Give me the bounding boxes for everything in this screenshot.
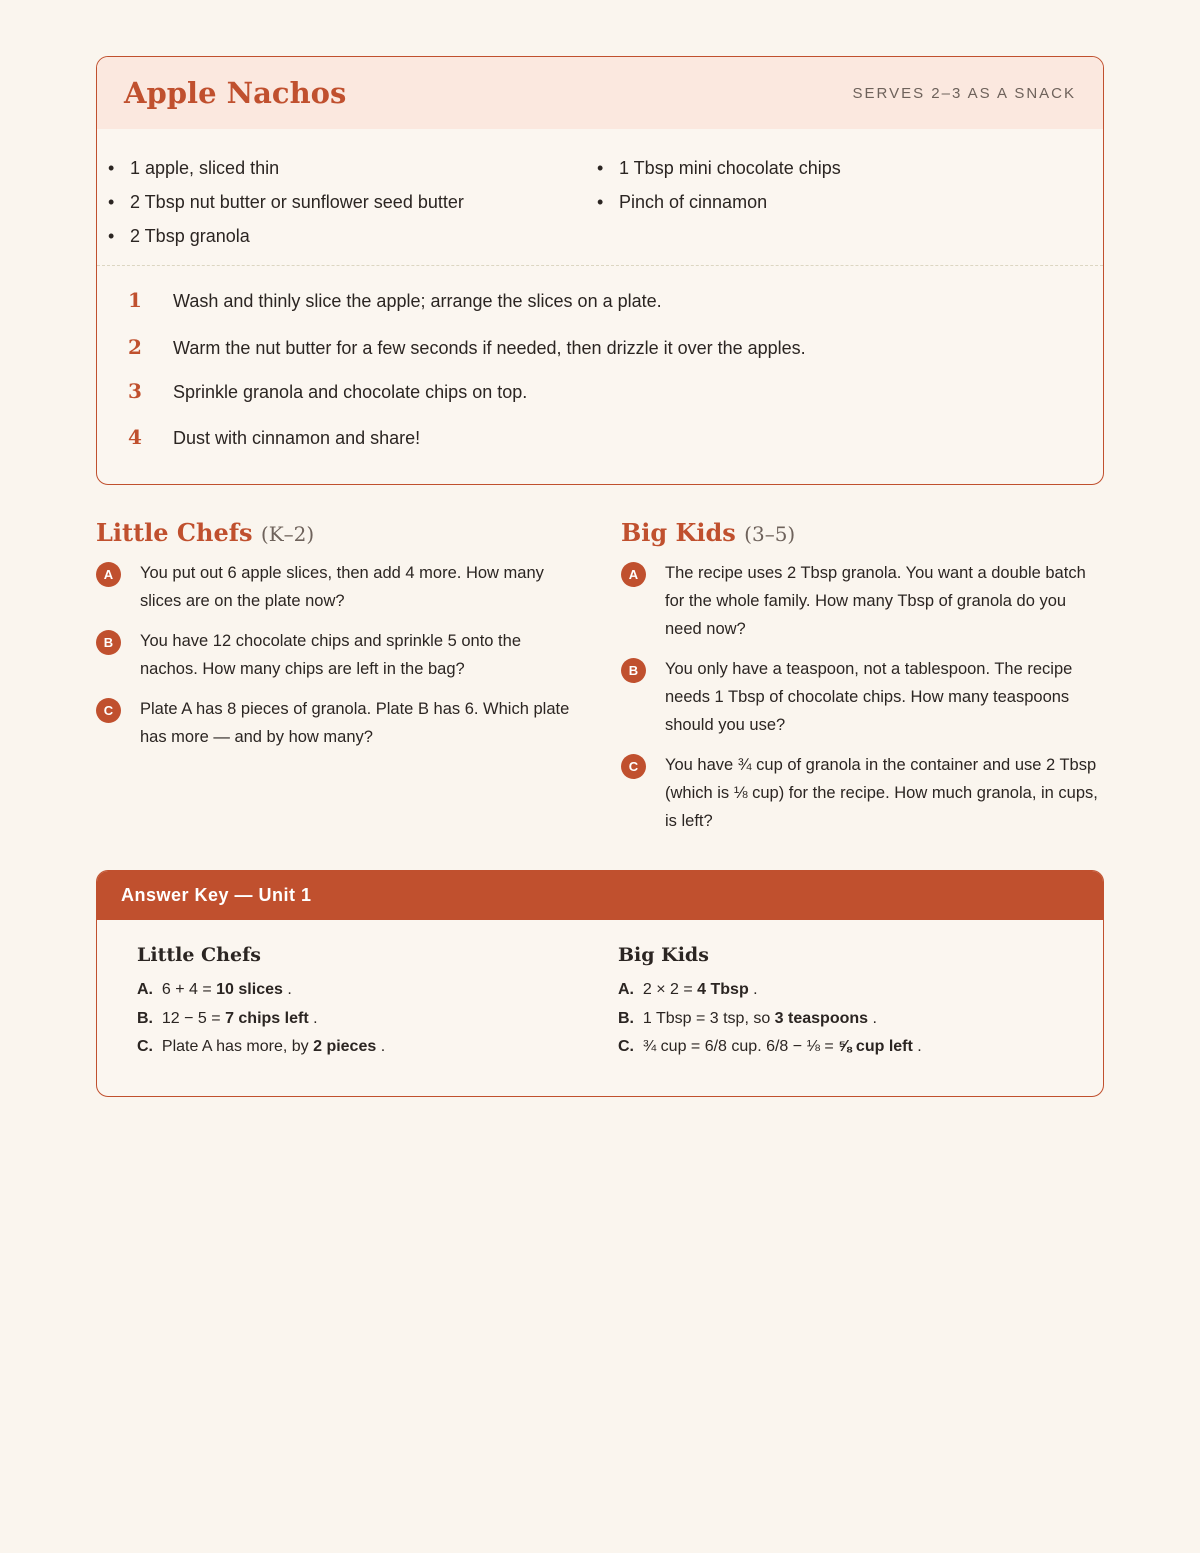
section-title [621, 518, 1105, 547]
answer-line [618, 1005, 1058, 1034]
recipe-step [97, 379, 527, 403]
ingredient-item: • 1 apple, sliced thin [108, 151, 464, 185]
recipe-step [97, 288, 662, 312]
section-title-text: Big Kids [621, 518, 736, 547]
answer-end: . [748, 981, 758, 998]
answer-line [618, 976, 1058, 1005]
big-kids-section [621, 518, 1105, 835]
answer-letter: A. [618, 981, 634, 998]
section-title-text: Little Chefs [96, 518, 253, 547]
answer-end: . [282, 981, 292, 998]
answer-letter: A. [137, 981, 153, 998]
recipe-card [96, 56, 1104, 485]
step-number: 3 [128, 379, 142, 403]
question-badge: B [621, 658, 646, 683]
ingredient-column-right [597, 151, 841, 219]
recipe-step [97, 335, 806, 359]
recipe-serves: SERVES 2–3 AS A SNACK [852, 84, 1076, 102]
answer-key-title: Answer Key — Unit 1 [97, 871, 1103, 920]
answer-line [137, 976, 577, 1005]
question-badge: A [621, 562, 646, 587]
grade-range: (K–2) [260, 522, 315, 546]
answer-line [137, 1005, 577, 1034]
question-item [96, 695, 580, 751]
answer-heading: Little Chefs [137, 944, 261, 966]
ingredient-column-left [108, 151, 464, 253]
question-item [621, 559, 1105, 643]
answer-value: 3 teaspoons [774, 1009, 869, 1027]
step-text: Dust with cinnamon and share! [173, 428, 421, 448]
answer-column-big-kids [618, 944, 1058, 1062]
step-number: 2 [128, 335, 142, 359]
question-item [621, 655, 1105, 739]
question-text: You have ¾ cup of granola in the container and use 2 Tbsp (which is ⅛ cup) for the recipe. How much granola, in cups, is left? [665, 756, 1098, 830]
question-text: The recipe uses 2 Tbsp granola. You want a double batch for the whole family. How many Tbsp of granola do you need now? [665, 564, 1086, 638]
recipe-step [97, 425, 420, 449]
answer-end: . [868, 1009, 877, 1027]
question-text: You put out 6 apple slices, then add 4 more. How many slices are on the plate now? [140, 564, 544, 610]
question-item [96, 627, 580, 683]
answer-text: 6 + 4 = [161, 981, 217, 998]
question-text: You have 12 chocolate chips and sprinkle 5 onto the nachos. How many chips are left in the bag? [140, 632, 521, 678]
step-text: Warm the nut butter for a few seconds if needed, then drizzle it over the apples. [173, 338, 806, 358]
answer-value: 4 Tbsp [697, 981, 749, 998]
ingredient-list [97, 129, 1103, 266]
answer-text: 1 Tbsp = 3 tsp, so [642, 1009, 775, 1027]
answer-text: ¾ cup = 6/8 cup. 6/8 − ⅛ = [642, 1038, 839, 1055]
ingredient-item: • 2 Tbsp granola [108, 219, 464, 253]
answer-value: 10 slices [216, 981, 283, 998]
question-item [621, 751, 1105, 835]
answer-value: 2 pieces [313, 1038, 377, 1055]
answer-key-card [96, 870, 1104, 1097]
answer-text: 2 × 2 = [642, 981, 698, 998]
question-badge: A [96, 562, 121, 587]
question-badge: B [96, 630, 121, 655]
answer-column-little-chefs [137, 944, 577, 1062]
little-chefs-section [96, 518, 580, 751]
recipe-header [97, 57, 1103, 129]
answer-value: ⅝ cup left [838, 1038, 913, 1055]
answer-value: 7 chips left [225, 1009, 309, 1027]
question-text: Plate A has 8 pieces of granola. Plate B has 6. Which plate has more — and by how many? [140, 700, 570, 746]
section-title [96, 518, 580, 547]
answer-end: . [912, 1038, 922, 1055]
recipe-title: Apple Nachos [124, 76, 347, 110]
answer-letter: B. [137, 1009, 153, 1027]
question-item [96, 559, 580, 615]
ingredient-item: • 1 Tbsp mini chocolate chips [597, 151, 841, 185]
grade-range: (3–5) [744, 522, 796, 546]
question-badge: C [621, 754, 646, 779]
step-number: 1 [128, 288, 142, 312]
question-badge: C [96, 698, 121, 723]
ingredient-item: • 2 Tbsp nut butter or sunflower seed butter [108, 185, 464, 219]
answer-text: Plate A has more, by [161, 1038, 314, 1055]
step-text: Wash and thinly slice the apple; arrange the slices on a plate. [173, 291, 662, 311]
answer-end: . [376, 1038, 386, 1055]
answer-line [618, 1033, 1058, 1062]
question-text: You only have a teaspoon, not a tablespoon. The recipe needs 1 Tbsp of chocolate chips. How many teaspoons should you use? [665, 660, 1073, 734]
answer-end: . [308, 1009, 318, 1027]
answer-letter: B. [618, 1009, 634, 1027]
answer-letter: C. [618, 1038, 634, 1055]
ingredient-item: • Pinch of cinnamon [597, 185, 841, 219]
step-text: Sprinkle granola and chocolate chips on top. [173, 382, 528, 402]
answer-letter: C. [137, 1038, 153, 1055]
answer-line [137, 1033, 577, 1062]
answer-heading: Big Kids [618, 944, 709, 966]
answer-text: 12 − 5 = [161, 1009, 226, 1027]
step-number: 4 [128, 425, 142, 449]
